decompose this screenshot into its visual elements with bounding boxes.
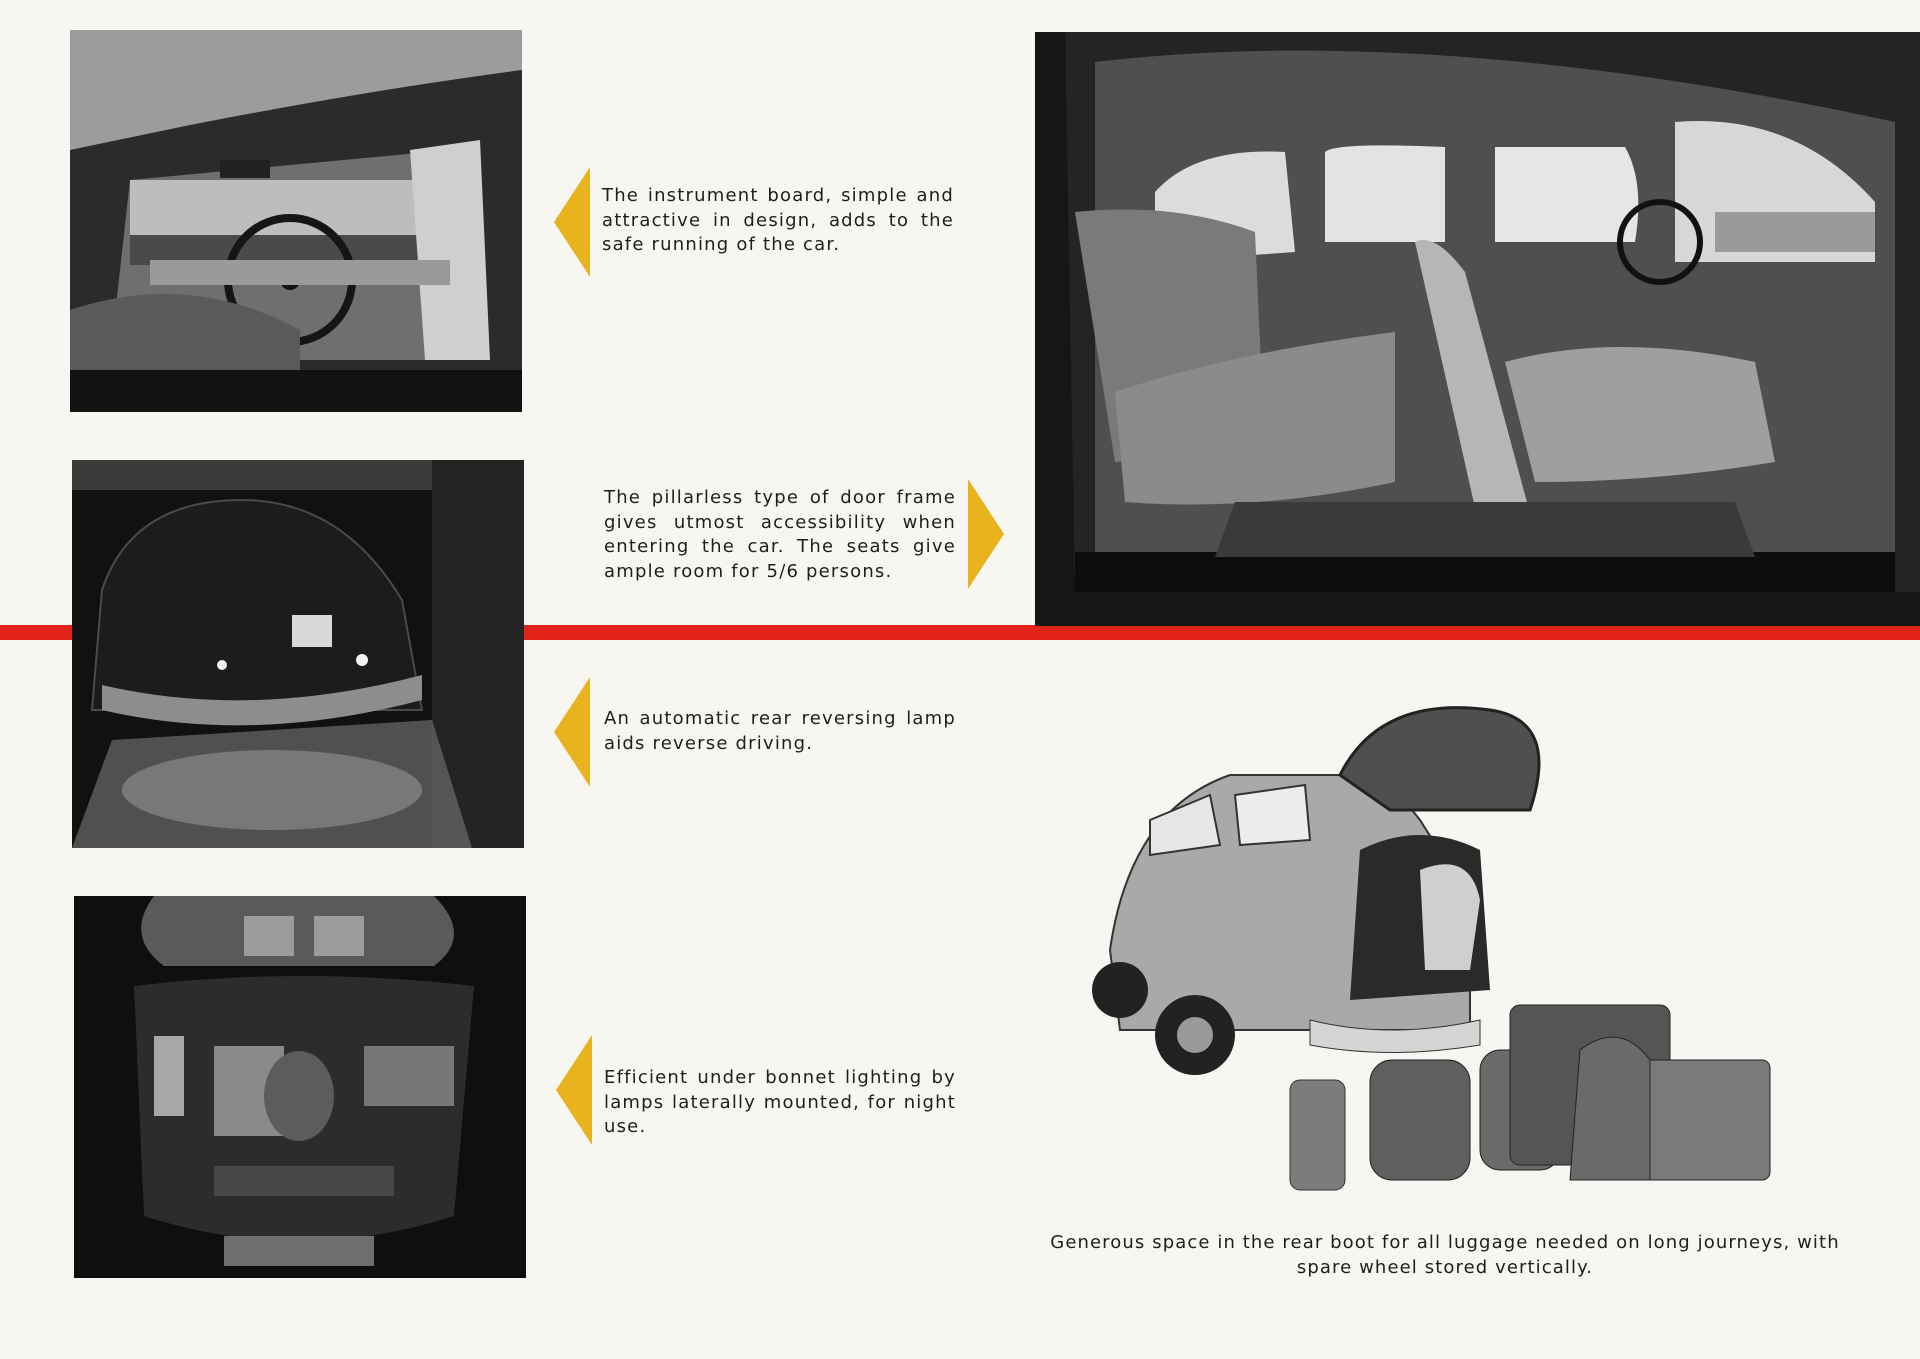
rear-boot-photo <box>1090 700 1810 1200</box>
interior-seats-photo <box>1035 32 1920 626</box>
bonnet-lighting-caption: Efficient under bonnet lighting by lamps laterally mounted, for night use. <box>604 1067 956 1137</box>
arrow-left-icon <box>554 167 590 277</box>
reversing-lamp-caption: An automatic rear reversing lamp aids reverse driving. <box>604 708 956 754</box>
door-frame-caption: The pillarless type of door frame gives utmost accessibility when entering the car. The seats give ample room for 5/6 persons. <box>604 487 956 582</box>
arrow-left-icon <box>554 677 590 787</box>
reversing-lamp-photo <box>72 460 524 848</box>
under-bonnet-photo <box>74 896 526 1278</box>
arrow-left-icon <box>556 1035 592 1145</box>
dashboard-photo <box>70 30 522 412</box>
instrument-board-caption: The instrument board, simple and attractive in design, adds to the safe running of the car. <box>602 185 954 255</box>
rear-boot-caption: Generous space in the rear boot for all luggage needed on long journeys, with spare wheel stored vertically. <box>1050 1232 1840 1278</box>
arrow-right-icon <box>968 479 1004 589</box>
